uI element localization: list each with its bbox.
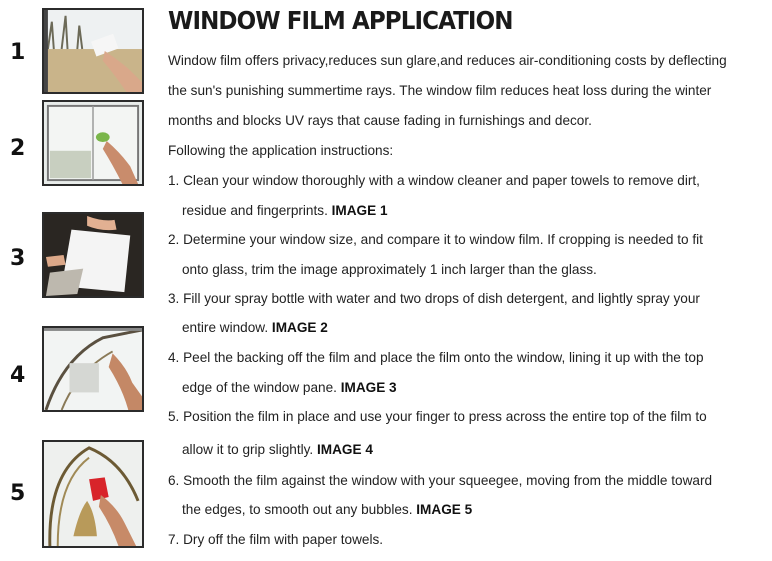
instruction-1-line-1: 1. Clean your window thoroughly with a window cleaner and paper towels to remove dirt,: [168, 173, 700, 188]
instruction-1-line-2: residue and fingerprints. IMAGE 1: [182, 203, 388, 218]
step-number-2: 2: [10, 136, 26, 161]
instruction-4-line-1: 4. Peel the backing off the film and place the film onto the window, lining it up with the top: [168, 350, 704, 365]
instruction-3-line-1: 3. Fill your spray bottle with water and two drops of dish detergent, and lightly spray your: [168, 291, 700, 306]
intro-line-2: the sun's punishing summertime rays. The window film reduces heat loss during the winter: [168, 83, 712, 98]
step-3-photo-peeling-film: [42, 212, 144, 298]
step-2-photo-spraying-window: [42, 100, 144, 186]
instruction-4-line-2: edge of the window pane. IMAGE 3: [182, 380, 397, 395]
instruction-6-line-1: 6. Smooth the film against the window with your squeegee, moving from the middle toward: [168, 473, 713, 488]
intro-line-4: Following the application instructions:: [168, 143, 394, 158]
step-1-photo-cleaning-window: [42, 8, 144, 94]
instruction-3-line-2: entire window. IMAGE 2: [182, 320, 328, 335]
step-number-5: 5: [10, 481, 26, 506]
instruction-2-line-2: onto glass, trim the image approximately 1 inch larger than the glass.: [182, 262, 597, 277]
instruction-7-line-1: 7. Dry off the film with paper towels.: [168, 532, 384, 547]
instruction-6-line-2: the edges, to smooth out any bubbles. IMAGE 5: [182, 502, 473, 517]
image-ref-2: IMAGE 2: [271, 320, 328, 335]
page-title: WINDOW FILM APPLICATION: [168, 6, 513, 35]
instruction-5-line-1: 5. Position the film in place and use your finger to press across the entire top of the film to: [168, 409, 707, 424]
image-ref-3: IMAGE 3: [340, 380, 397, 395]
intro-line-1: Window film offers privacy,reduces sun glare,and reduces air-conditioning costs by deflecting: [168, 53, 727, 68]
step-number-4: 4: [10, 363, 26, 388]
instruction-2-line-1: 2. Determine your window size, and compare it to window film. If cropping is needed to fit: [168, 232, 703, 247]
image-ref-5: IMAGE 5: [416, 502, 473, 517]
intro-line-3: months and blocks UV rays that cause fading in furnishings and decor.: [168, 113, 592, 128]
image-ref-4: IMAGE 4: [316, 442, 373, 457]
step-5-photo-smoothing-film: [42, 440, 144, 548]
step-number-1: 1: [10, 40, 26, 65]
step-4-photo-positioning-film: [42, 326, 144, 412]
instruction-5-line-2: allow it to grip slightly. IMAGE 4: [182, 442, 373, 457]
step-number-3: 3: [10, 246, 26, 271]
image-ref-1: IMAGE 1: [331, 203, 388, 218]
